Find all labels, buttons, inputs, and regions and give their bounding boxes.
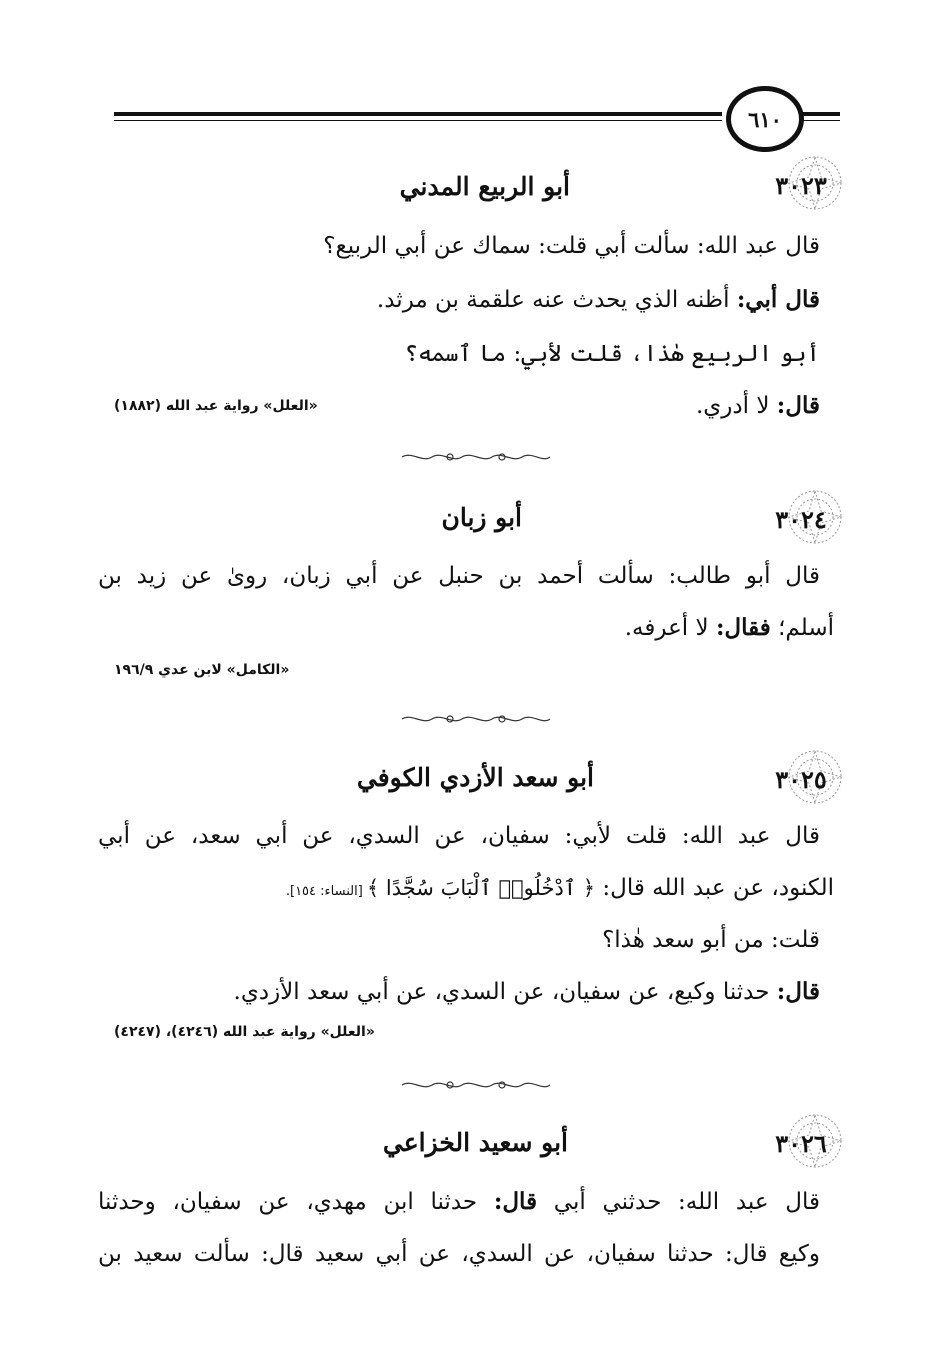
text-span: حدثنا ابن مهدي، عن سفيان، وحدثنا bbox=[98, 1189, 494, 1215]
text-line bbox=[323, 228, 820, 264]
header-rule bbox=[114, 112, 722, 116]
text-span: قال عبد الله: حدثني أبي bbox=[537, 1189, 820, 1215]
text-line bbox=[286, 870, 834, 910]
entry-number: ٣٠٢٥ bbox=[775, 764, 827, 794]
entry-title: أبو سعيد الخزاعي bbox=[382, 1128, 568, 1157]
text-line bbox=[98, 1184, 820, 1220]
source-citation: «العلل» رواية عبد الله (٤٢٤٦)، (٤٢٤٧) bbox=[114, 1024, 375, 1040]
entry-title: أبو الربيع المدني bbox=[399, 172, 570, 201]
speaker-label: قال: bbox=[776, 978, 820, 1005]
header-rule-right-thin bbox=[800, 120, 840, 121]
speaker-label: قال: bbox=[776, 392, 820, 419]
text-line bbox=[602, 922, 820, 958]
quran-verse: ﴿ ٱدْخُلُوا۟ ٱلْبَابَ سُجَّدًا ﴾ bbox=[366, 876, 596, 900]
text-line bbox=[98, 818, 820, 854]
speaker-label: قال: bbox=[493, 1188, 538, 1215]
text-span: وكيع قال: حدثنا سفيان، عن السدي، عن أبي سعيد قال: سألت سعيد بن bbox=[98, 1241, 820, 1267]
text-line bbox=[98, 1236, 820, 1272]
divider-ornament-icon bbox=[398, 450, 554, 464]
text-span: لا أعرفه. bbox=[624, 615, 716, 641]
text-line bbox=[696, 388, 820, 424]
header-rule-right bbox=[800, 112, 840, 116]
entry-number: ٣٠٢٣ bbox=[775, 170, 827, 200]
speaker-label: فقال: bbox=[715, 614, 771, 641]
text-line bbox=[98, 558, 820, 594]
divider-ornament-icon bbox=[398, 1078, 554, 1092]
entry-number: ٣٠٢٤ bbox=[775, 504, 827, 534]
entry-number-badge bbox=[758, 496, 844, 542]
entry-title: أبو زبان bbox=[441, 503, 522, 532]
source-citation: «العلل» رواية عبد الله (١٨٨٢) bbox=[114, 398, 318, 414]
text-span: قال أبو طالب: سألت أحمد بن حنبل عن أبي زبان، روىٰ عن زيد بن bbox=[98, 563, 820, 589]
text-span: قال عبد الله: قلت لأبي: سفيان، عن السدي، عن أبي سعد، عن أبي bbox=[98, 823, 820, 849]
speaker-label: قال أبي: bbox=[736, 286, 820, 313]
page-number: ٦١٠ bbox=[726, 86, 804, 152]
text-span: أسلم؛ bbox=[770, 615, 834, 641]
text-span: قلت: من أبو سعد هٰذا؟ bbox=[602, 927, 820, 953]
header-rule-thin bbox=[114, 120, 722, 121]
entry-number-badge bbox=[758, 1120, 844, 1166]
text-line bbox=[234, 974, 820, 1010]
divider-ornament-icon bbox=[398, 712, 554, 726]
text-span: لا أدري. bbox=[695, 393, 777, 419]
entry-title: أبو سعد الأزدي الكوفي bbox=[356, 763, 594, 792]
text-span: حدثنا وكيع، عن سفيان، عن السدي، عن أبي سعد الأزدي. bbox=[233, 979, 777, 1005]
text-span: الكنود، عن عبد الله قال: bbox=[595, 875, 834, 901]
text-line bbox=[405, 336, 820, 372]
text-line bbox=[625, 610, 834, 646]
entry-number-badge bbox=[758, 162, 844, 208]
text-span: قال عبد الله: سألت أبي قلت: سماك عن أبي الربيع؟ bbox=[323, 233, 820, 259]
text-span: أبو الربيع هٰذا، قلت لأبي: ما ٱسمه؟ bbox=[404, 341, 820, 367]
entry-number: ٣٠٢٦ bbox=[775, 1128, 827, 1158]
source-citation: «الكامل» لابن عدي ١٩٦/٩ bbox=[114, 662, 290, 678]
text-span: أظنه الذي يحدث عنه علقمة بن مرثد. bbox=[376, 287, 737, 313]
entry-number-badge bbox=[758, 756, 844, 802]
verse-reference: [النساء: ١٥٤]. bbox=[285, 884, 367, 899]
text-line bbox=[377, 282, 820, 318]
